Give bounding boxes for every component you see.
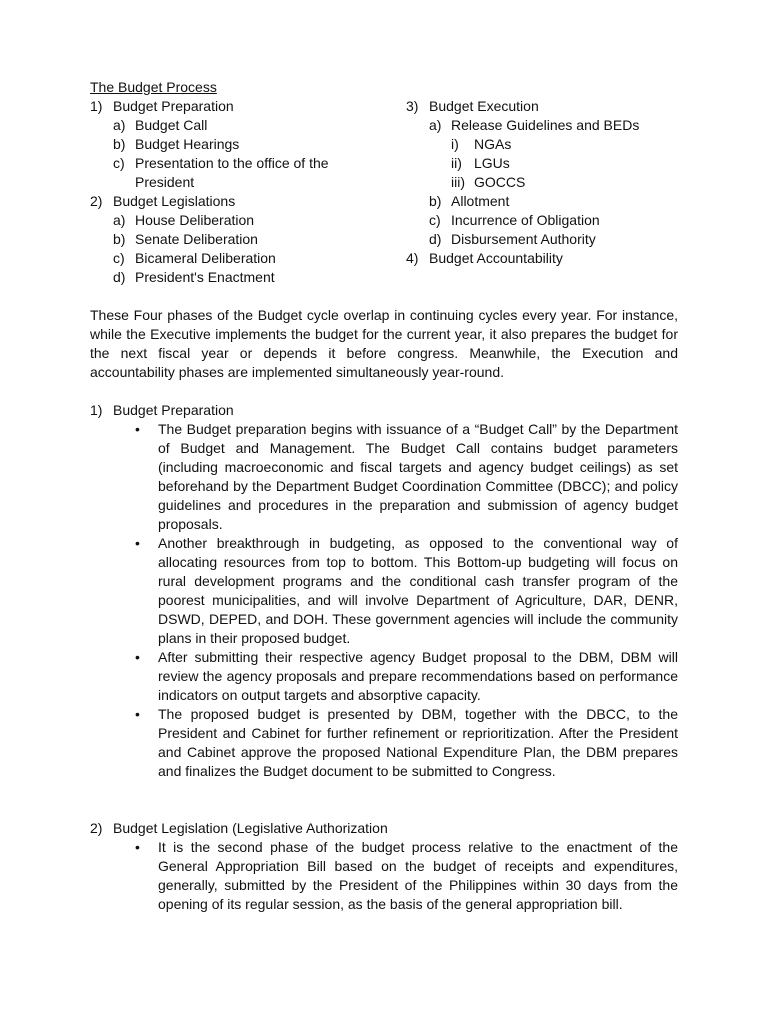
bullet-list	[90, 420, 678, 781]
outline-label: Budget Accountability	[429, 250, 563, 266]
outline-item	[90, 154, 390, 173]
outline-marker: b)	[113, 231, 126, 247]
outline-right-column	[406, 97, 678, 268]
outline-item	[90, 230, 390, 249]
outline-label: GOCCS	[474, 174, 526, 190]
bullet-text: The proposed budget is presented by DBM, together with the DBCC, to the President and Cabinet for further refinement or reprioritization. After the President and Cabinet approve the proposed National Expenditure Plan, the DBM prepares and finalizes the Budget document to be submitted to Congress.	[158, 706, 678, 779]
bullet-dot-icon: •	[135, 535, 140, 551]
outline-item	[406, 211, 678, 230]
bullet-item	[90, 534, 678, 648]
section-heading-label: Budget Preparation	[113, 402, 234, 418]
outline-left-column	[90, 97, 390, 287]
outline-marker: iii)	[451, 174, 465, 190]
outline-label: Presentation to the office of the	[135, 155, 329, 171]
outline-marker: b)	[429, 193, 442, 209]
outline-item	[90, 192, 390, 211]
outline-marker: d)	[429, 231, 442, 247]
bullet-item	[90, 838, 678, 914]
outline-label: President	[135, 174, 195, 190]
outline-item	[90, 249, 390, 268]
bullet-dot-icon: •	[135, 421, 140, 437]
outline-item	[406, 249, 678, 268]
outline-marker: a)	[429, 117, 442, 133]
outline-item	[90, 116, 390, 135]
bullet-item	[90, 705, 678, 781]
section-heading-label: Budget Legislation (Legislative Authorization	[113, 820, 388, 836]
outline-marker: 2)	[90, 193, 103, 209]
outline-item	[406, 192, 678, 211]
outline-label: Budget Preparation	[113, 98, 234, 114]
outline-marker: 3)	[406, 98, 419, 114]
outline-marker: 4)	[406, 250, 419, 266]
outline-label: Release Guidelines and BEDs	[451, 117, 640, 133]
outline-marker: c)	[113, 155, 125, 171]
outline-item	[90, 135, 390, 154]
document-page	[90, 78, 678, 914]
outline-label: NGAs	[474, 136, 512, 152]
outline-label: Budget Legislations	[113, 193, 236, 209]
outline-item	[406, 116, 678, 135]
outline-item	[406, 173, 678, 192]
bullet-text: After submitting their respective agency Budget proposal to the DBM, DBM will review the agency proposals and prepare recommendations based on performance indicators on output targets and absorptive capacity.	[158, 649, 678, 703]
outline-label: Budget Call	[135, 117, 208, 133]
outline-columns	[90, 97, 678, 306]
outline-marker: a)	[113, 212, 126, 228]
outline-label: Incurrence of Obligation	[451, 212, 600, 228]
outline-marker: c)	[429, 212, 441, 228]
bullet-dot-icon: •	[135, 706, 140, 722]
outline-item	[406, 135, 678, 154]
outline-label: Budget Hearings	[135, 136, 240, 152]
bullet-item	[90, 420, 678, 534]
outline-marker: d)	[113, 269, 126, 285]
outline-label: House Deliberation	[135, 212, 255, 228]
section-marker: 1)	[90, 402, 103, 418]
intro-paragraph: These Four phases of the Budget cycle overlap in continuing cycles every year. For instance, while the Executive implements the budget for the current year, it also prepares the budget for the next fiscal year or depends it before congress. Meanwhile, the Execution and accountability phases are implemented simultaneously year-round.	[90, 307, 678, 380]
section-heading	[90, 819, 678, 838]
bullet-dot-icon: •	[135, 649, 140, 665]
outline-marker: a)	[113, 117, 126, 133]
bullet-dot-icon: •	[135, 839, 140, 855]
outline-marker: b)	[113, 136, 126, 152]
outline-label: Senate Deliberation	[135, 231, 258, 247]
outline-item	[90, 268, 390, 287]
outline-item	[90, 173, 390, 192]
outline-label: Disbursement Authority	[451, 231, 596, 247]
outline-item	[90, 211, 390, 230]
section-budget-preparation	[90, 401, 678, 781]
outline-marker: ii)	[451, 155, 462, 171]
outline-label: Budget Execution	[429, 98, 539, 114]
section-heading	[90, 401, 678, 420]
outline-marker: c)	[113, 250, 125, 266]
bullet-text: It is the second phase of the budget process relative to the enactment of the General Appropriation Bill based on the budget of receipts and expenditures, generally, submitted by the President of the Philippines within 30 days from the opening of its regular session, as the basis of the general appropriation bill.	[158, 839, 678, 912]
outline-item	[406, 230, 678, 249]
outline-label: Bicameral Deliberation	[135, 250, 276, 266]
outline-item	[406, 154, 678, 173]
outline-marker: i)	[451, 136, 459, 152]
section-marker: 2)	[90, 820, 103, 836]
outline-item	[406, 97, 678, 116]
outline-label: Allotment	[451, 193, 510, 209]
bullet-text: Another breakthrough in budgeting, as opposed to the conventional way of allocating resources from top to bottom. This Bottom-up budgeting will focus on rural development programs and the conditional cash transfer program of the poorest municipalities, and will involve Department of Agriculture, DAR, DENR, DSWD, DEPED, and DOH. These government agencies will include the community plans in their proposed budget.	[158, 535, 678, 646]
outline-label: President's Enactment	[135, 269, 275, 285]
outline-item	[90, 97, 390, 116]
document-title-line	[90, 78, 678, 97]
bullet-text: The Budget preparation begins with issuance of a “Budget Call” by the Department of Budget and Management. The Budget Call contains budget parameters (including macroeconomic and fiscal targets and agency budget ceilings) as set beforehand by the Department Budget Coordination Committee (DBCC); and policy guidelines and procedures in the preparation and submission of agency budget proposals.	[158, 421, 678, 532]
document-title: The Budget Process	[90, 79, 217, 95]
bullet-list	[90, 838, 678, 914]
bullet-item	[90, 648, 678, 705]
section-budget-legislation	[90, 819, 678, 914]
outline-marker: 1)	[90, 98, 103, 114]
section-spacer	[90, 781, 678, 819]
outline-label: LGUs	[474, 155, 510, 171]
